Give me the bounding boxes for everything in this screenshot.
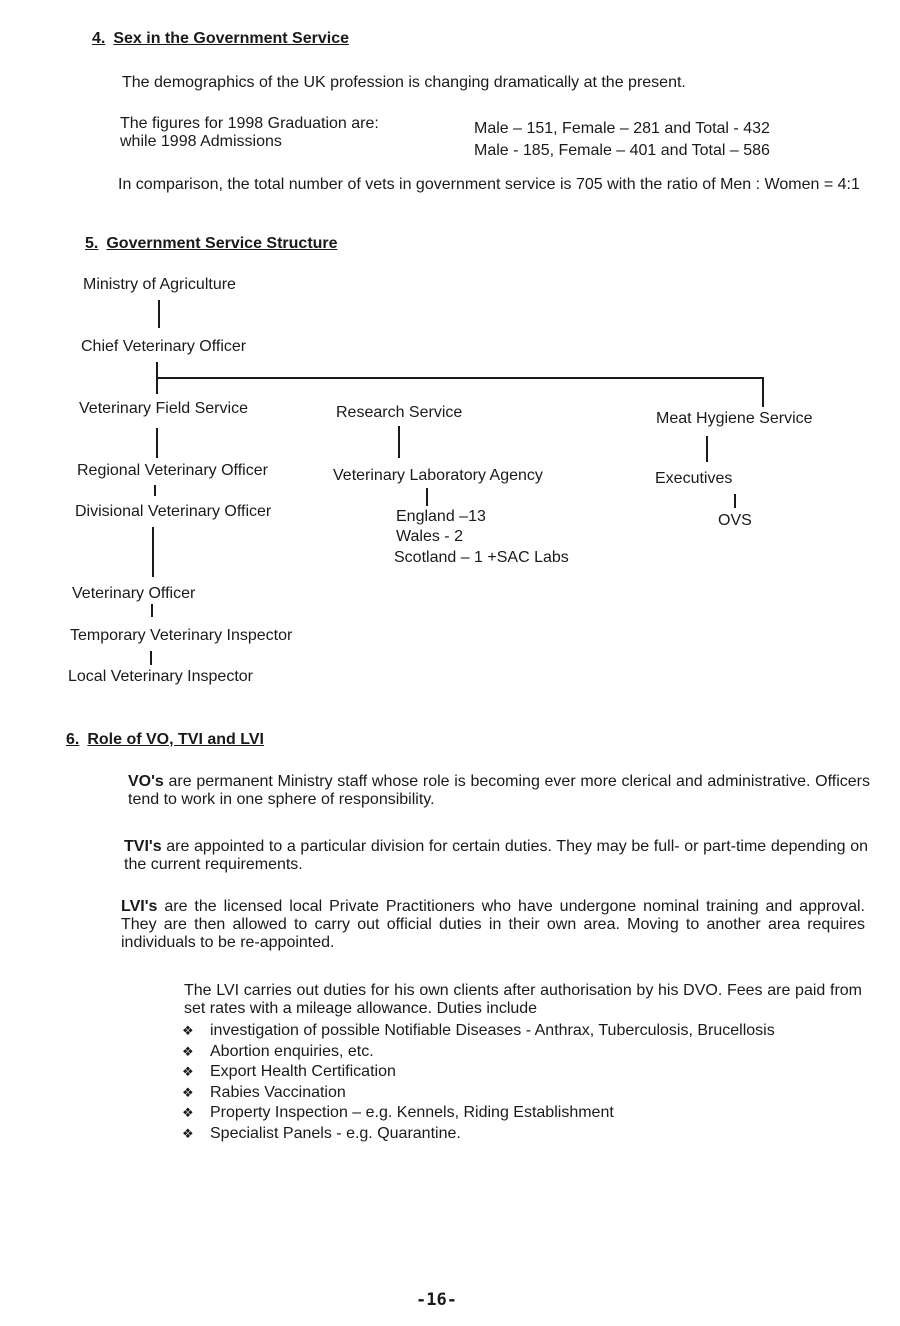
org-connector: [154, 485, 156, 496]
org-node-lvi: Local Veterinary Inspector: [68, 668, 253, 685]
vo-paragraph: [128, 773, 870, 809]
diamond-bullet-icon: ❖: [182, 1043, 194, 1059]
graduation-values: Male – 151, Female – 281 and Total - 432: [474, 120, 770, 137]
org-connector: [762, 377, 764, 407]
org-node-vo: Veterinary Officer: [72, 585, 196, 602]
org-node-labs-scotland: Scotland – 1 +SAC Labs: [394, 549, 569, 566]
org-branch-line: [156, 377, 764, 379]
list-item: [182, 1062, 775, 1083]
duty-text: Specialist Panels - e.g. Quarantine.: [210, 1124, 461, 1142]
admissions-values: Male - 185, Female – 401 and Total – 586: [474, 142, 770, 159]
tvi-paragraph: [124, 838, 868, 874]
org-node-vfs: Veterinary Field Service: [79, 400, 248, 417]
vo-text: are permanent Ministry staff whose role is becoming ever more clerical and administrative. Officers tend to work in one sphere of responsibility.: [128, 773, 870, 808]
graduation-label: The figures for 1998 Graduation are:: [120, 115, 379, 132]
org-connector: [158, 300, 160, 328]
page-number: -16-: [416, 1290, 457, 1310]
lvi-paragraph: [121, 898, 865, 952]
diamond-bullet-icon: ❖: [182, 1023, 194, 1038]
admissions-label: while 1998 Admissions: [120, 133, 282, 150]
lvi-duties-list: [182, 1021, 775, 1144]
duty-text: Abortion enquiries, etc.: [210, 1042, 374, 1060]
list-item: [182, 1083, 775, 1104]
org-connector: [152, 527, 154, 577]
diamond-bullet-icon: ❖: [182, 1084, 194, 1100]
org-connector: [426, 488, 428, 506]
diamond-bullet-icon: ❖: [182, 1105, 194, 1120]
org-node-executives: Executives: [655, 470, 733, 487]
tvi-text: are appointed to a particular division for certain duties. They may be full- or part-time depending on the current requirements.: [124, 838, 868, 873]
section-4-heading: [92, 30, 349, 48]
lvi-text: are the licensed local Private Practitioners who have undergone nominal training and approval. They are then allowed to carry out official duties in their own area. Moving to another area requires individuals to be re-appointed.: [121, 898, 865, 951]
section-4-intro: The demographics of the UK profession is changing dramatically at the present.: [122, 74, 686, 91]
org-connector: [734, 494, 736, 508]
section-5-number: 5.: [85, 235, 99, 252]
org-node-ministry: Ministry of Agriculture: [83, 276, 236, 293]
diamond-bullet-icon: ❖: [182, 1125, 194, 1141]
lvi-lead: LVI's: [121, 898, 158, 915]
org-node-ovs: OVS: [718, 512, 752, 529]
org-connector: [156, 428, 158, 458]
section-4-number: 4.: [92, 30, 106, 47]
org-node-rvo: Regional Veterinary Officer: [77, 462, 268, 479]
org-node-vla: Veterinary Laboratory Agency: [333, 467, 543, 484]
org-connector: [398, 426, 400, 458]
section-4-title: Sex in the Government Service: [113, 30, 349, 47]
duty-text: Rabies Vaccination: [210, 1083, 346, 1101]
list-item: [182, 1021, 775, 1042]
org-node-tvi: Temporary Veterinary Inspector: [70, 627, 293, 644]
duty-text: Export Health Certification: [210, 1063, 396, 1080]
section-5-heading: [85, 235, 338, 253]
section-6-heading: [66, 731, 264, 749]
section-6-title: Role of VO, TVI and LVI: [87, 731, 264, 748]
org-connector: [150, 651, 152, 665]
org-connector: [706, 436, 708, 462]
duty-text: investigation of possible Notifiable Diseases - Anthrax, Tuberculosis, Brucellosis: [210, 1022, 775, 1039]
org-connector: [151, 604, 153, 617]
section-5-title: Government Service Structure: [106, 235, 338, 252]
org-node-research: Research Service: [336, 404, 463, 421]
org-node-labs-england: England –13: [396, 508, 486, 525]
section-4-comparison: In comparison, the total number of vets in government service is 705 with the ratio of Men : Women = 4:1: [118, 176, 860, 193]
section-6-number: 6.: [66, 731, 80, 748]
org-node-labs-wales: Wales - 2: [396, 528, 463, 545]
org-node-mhs: Meat Hygiene Service: [656, 410, 813, 427]
tvi-lead: TVI's: [124, 838, 162, 855]
diamond-bullet-icon: ❖: [182, 1064, 194, 1079]
list-item: [182, 1103, 775, 1124]
duty-text: Property Inspection – e.g. Kennels, Riding Establishment: [210, 1104, 614, 1121]
org-node-cvo: Chief Veterinary Officer: [81, 338, 247, 355]
list-item: [182, 1042, 775, 1063]
vo-lead: VO's: [128, 773, 164, 790]
lvi-duties-intro: The LVI carries out duties for his own clients after authorisation by his DVO. Fees are paid from set rates with a mileage allowance. Duties include: [184, 982, 862, 1017]
list-item: [182, 1124, 775, 1145]
org-node-dvo: Divisional Veterinary Officer: [75, 503, 272, 520]
